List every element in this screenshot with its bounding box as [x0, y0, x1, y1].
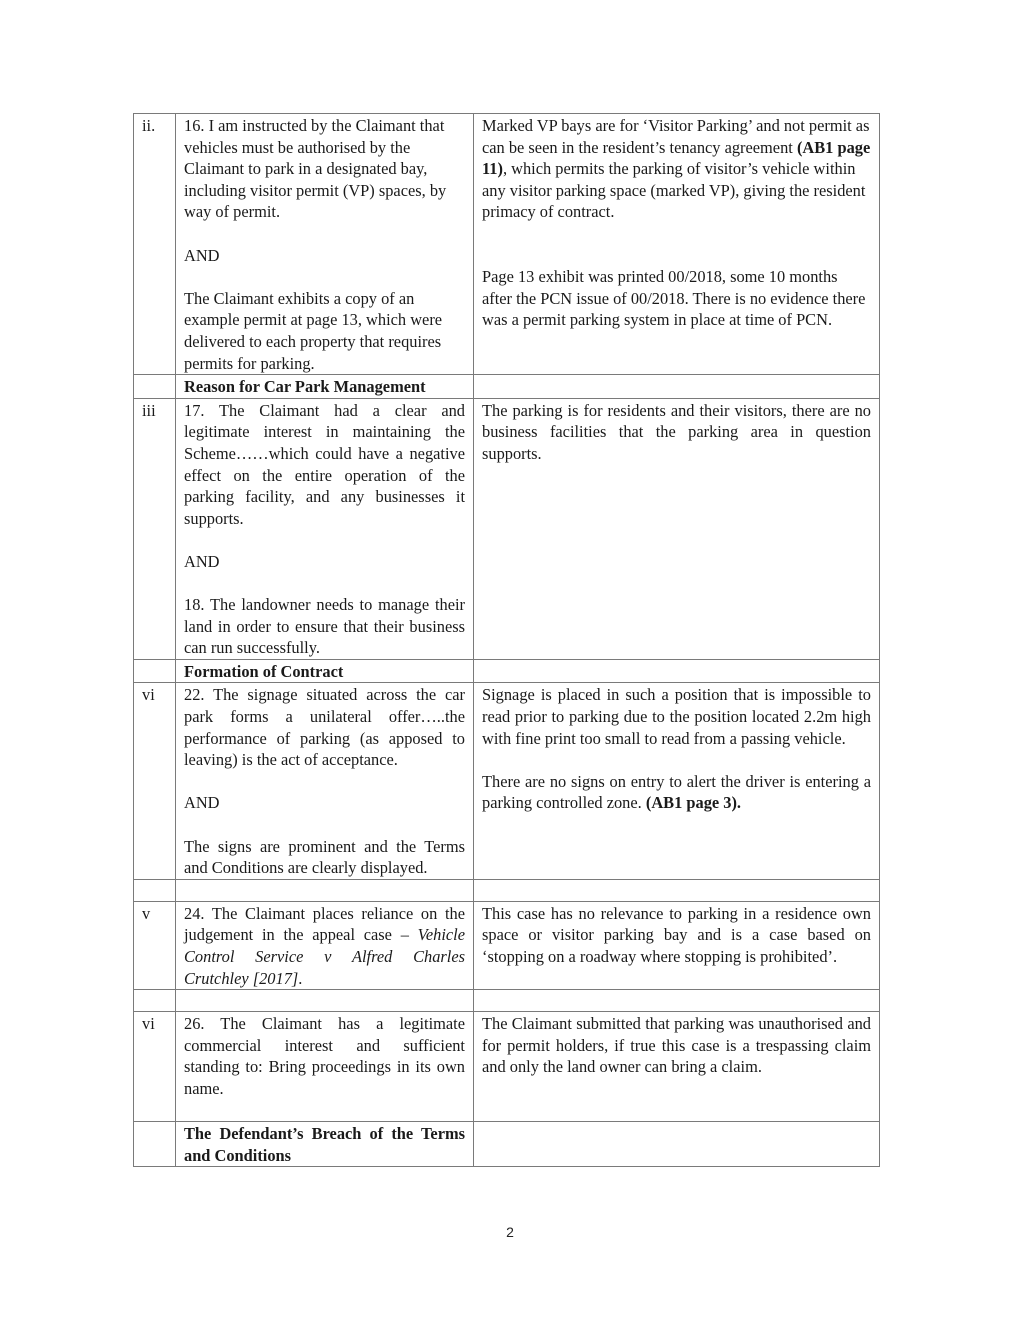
claimant-paragraph: 16. I am instructed by the Claimant that vehicles must be authorised by the Claimant to park in a designated bay, including visitor permit (VP) spaces, by way of permit. — [184, 116, 447, 222]
exhibit-reference: (AB1 page 11) — [482, 137, 871, 179]
empty-row — [134, 879, 880, 901]
response-text: , which permits the parking of visitor’s vehicle within any visitor parking space (marked VP), giving the resident primacy of contract. — [482, 159, 866, 222]
section-heading-row — [134, 659, 880, 683]
response-paragraph — [482, 771, 871, 814]
claimant-statement-cell — [176, 1012, 474, 1122]
section-heading-row — [134, 1122, 880, 1167]
claimant-paragraph: 17. The Claimant had a clear and legitimate interest in maintaining the Scheme……which could have a negative effect on the entire operation of the parking facility, and any businesses it supports. — [184, 400, 465, 528]
empty-row — [134, 990, 880, 1012]
row-number: vi — [134, 683, 176, 879]
response-text: Marked VP bays are for ‘Visitor Parking’ and not permit as can be seen in the resident’s tenancy agreement — [482, 116, 870, 157]
claimant-paragraph: The signs are prominent and the Terms and Conditions are clearly displayed. — [184, 836, 465, 878]
row-number: vi — [134, 1012, 176, 1122]
claimant-statement-cell — [176, 114, 474, 375]
response-text: There are no signs on entry to alert the driver is entering a parking controlled zone. — [482, 771, 871, 813]
row-number: ii. — [134, 114, 176, 375]
and-conjunction: AND — [184, 551, 220, 571]
defendant-response-cell — [474, 901, 880, 989]
response-paragraph: This case has no relevance to parking in a residence own space or visitor parking bay and is a case based on ‘stopping on a roadway where stopping is prohibited’. — [482, 903, 871, 966]
claimant-text: 24. The Claimant places reliance on the judgement in the appeal case – — [184, 903, 465, 945]
table-row — [134, 398, 880, 659]
claimant-statement-cell — [176, 901, 474, 989]
and-conjunction: AND — [184, 793, 220, 813]
claimant-paragraph: 22. The signage situated across the car park forms a unilateral offer…..the performance of parking (as apposed to leaving) is the act of acceptance. — [184, 685, 465, 770]
claimant-text: . — [298, 968, 303, 988]
claimant-paragraph: 26. The Claimant has a legitimate commercial interest and sufficient standing to: Bring proceedings in its own name. — [184, 1014, 465, 1098]
response-paragraph — [482, 115, 871, 223]
claimant-paragraph: The Claimant exhibits a copy of an example permit at page 13, which were delivered to each property that requires permits for parking. — [184, 288, 443, 373]
claimant-statement-cell — [176, 398, 474, 659]
and-conjunction: AND — [184, 245, 220, 265]
row-number: iii — [134, 398, 176, 659]
response-paragraph: Page 13 exhibit was printed 00/2018, some 10 months after the PCN issue of 00/2018. There is no evidence there was a permit parking system in place at time of PCN. — [482, 267, 866, 330]
section-heading-row — [134, 375, 880, 399]
row-number: v — [134, 901, 176, 989]
page-number: 2 — [506, 1224, 514, 1240]
table-row — [134, 114, 880, 375]
comparison-table — [133, 113, 880, 1167]
section-heading: Formation of Contract — [176, 659, 474, 683]
case-citation: Vehicle Control Service v Alfred Charles Crutchley [2017] — [184, 925, 465, 988]
table-row — [134, 901, 880, 989]
claimant-paragraph — [184, 903, 465, 989]
claimant-paragraph: 18. The landowner needs to manage their land in order to ensure that their business can run successfully. — [184, 595, 465, 658]
exhibit-reference: (AB1 page 3). — [645, 793, 742, 813]
claimant-statement-cell — [176, 683, 474, 879]
response-paragraph: The parking is for residents and their visitors, there are no business facilities that the parking area in question supports. — [482, 400, 871, 463]
response-paragraph: The Claimant submitted that parking was unauthorised and for permit holders, if true this case is a trespassing claim and only the land owner can bring a claim. — [482, 1014, 871, 1077]
section-heading: The Defendant’s Breach of the Terms and Conditions — [176, 1122, 474, 1167]
defendant-response-cell — [474, 1012, 880, 1122]
table-row — [134, 683, 880, 879]
table-row — [134, 1012, 880, 1122]
response-paragraph: Signage is placed in such a position that is impossible to read prior to parking due to the position located 2.2m high with fine print too small to read from a passing vehicle. — [482, 685, 871, 748]
defendant-response-cell — [474, 114, 880, 375]
defendant-response-cell — [474, 683, 880, 879]
section-heading: Reason for Car Park Management — [176, 375, 474, 399]
defendant-response-cell — [474, 398, 880, 659]
